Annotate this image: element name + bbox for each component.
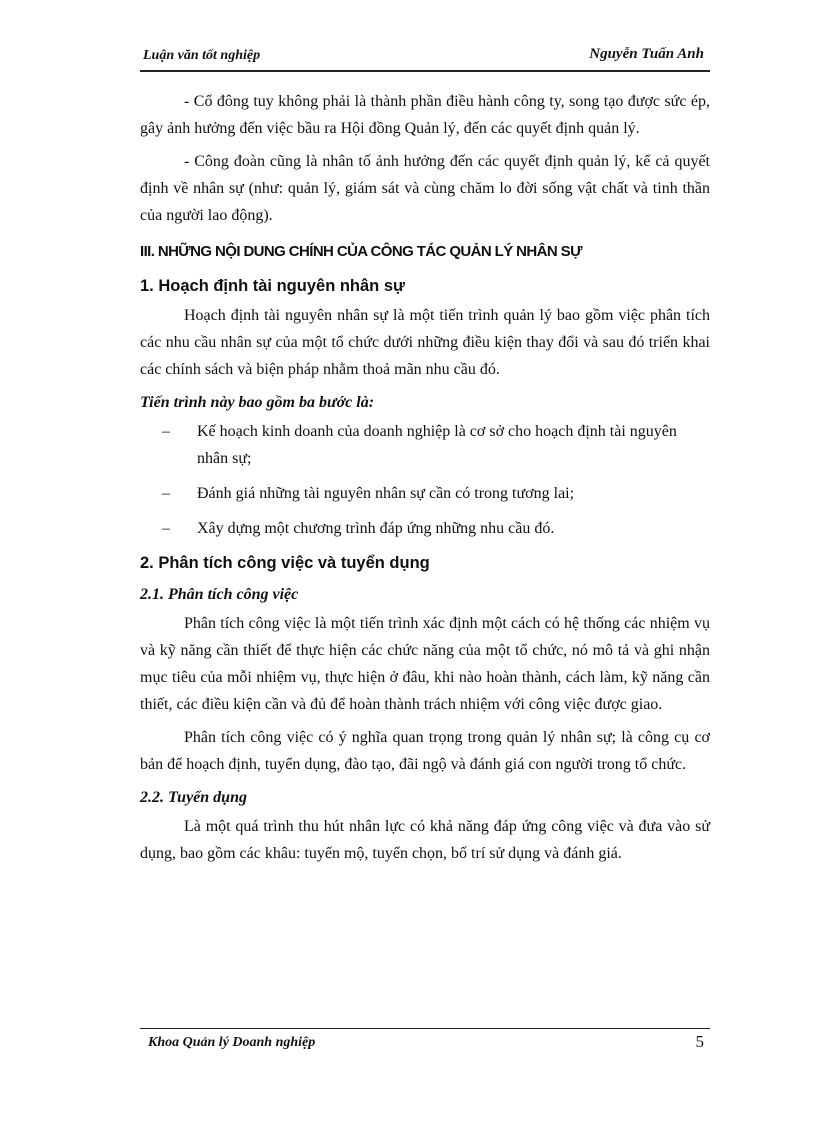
page-header — [140, 44, 710, 72]
paragraph-trade-union: - Công đoàn cũng là nhân tố ảnh hưởng đến các quyết định quản lý, kể cả quyết định về nhân sự (như: quản lý, giám sát và cùng chăm lo đời sống vật chất và tinh thần của người lao động). — [140, 153, 710, 224]
list-item — [140, 480, 710, 507]
paragraph-hr-planning: Hoạch định tài nguyên nhân sự là một tiến trình quản lý bao gồm việc phân tích các nhu cầu nhân sự của một tổ chức dưới những điều kiện thay đổi và sau đó triển khai các chính sách và biện pháp nhằm thoả mãn nhu cầu đó. — [140, 307, 710, 378]
heading-hr-planning: 1. Hoạch định tài nguyên nhân sự — [140, 277, 405, 295]
list-item — [140, 515, 710, 542]
subheading-job-analysis: 2.1. Phân tích công việc — [140, 586, 299, 603]
list-item-text: Xây dựng một chương trình đáp ứng những nhu cầu đó. — [197, 520, 555, 537]
header-author-name: Nguyễn Tuấn Anh — [589, 46, 704, 62]
list-item-text: Đánh giá những tài nguyên nhân sự cần có trong tương lai; — [197, 485, 575, 502]
steps-title: Tiến trình này bao gồm ba bước là: — [140, 394, 375, 411]
list-item-text: Kế hoạch kinh doanh của doanh nghiệp là cơ sở cho hoạch định tài nguyên nhân sự; — [197, 423, 677, 467]
heading-job-analysis-recruitment: 2. Phân tích công việc và tuyển dụng — [140, 554, 430, 572]
steps-list — [140, 418, 710, 542]
paragraph-shareholders: - Cổ đông tuy không phải là thành phần điều hành công ty, song tạo được sức ép, gây ảnh hưởng đến việc bầu ra Hội đồng Quản lý, đến các quyết định quản lý. — [140, 93, 710, 137]
dash-bullet: – — [162, 520, 170, 537]
dash-bullet: – — [162, 485, 170, 502]
subheading-recruitment: 2.2. Tuyển dụng — [140, 789, 247, 806]
page-footer — [140, 1028, 710, 1059]
page-body — [140, 88, 710, 873]
paragraph-job-analysis-importance: Phân tích công việc có ý nghĩa quan trọng trong quản lý nhân sự; là công cụ cơ bản để hoạch định, tuyển dụng, đào tạo, đãi ngộ và đánh giá con người trong tổ chức. — [140, 729, 710, 773]
list-item — [140, 418, 710, 472]
paragraph-job-analysis: Phân tích công việc là một tiến trình xác định một cách có hệ thống các nhiệm vụ và kỹ năng cần thiết để thực hiện các chức năng của một tổ chức, nó mô tả và ghi nhận mục tiêu của mỗi nhiệm vụ, thực hiện ở đâu, khi nào hoàn thành, cách làm, kỹ năng cần thiết, các điều kiện cần và đủ để hoàn thành trách nhiệm với công việc được giao. — [140, 615, 710, 713]
dash-bullet: – — [162, 423, 170, 440]
section-heading: III. NHỮNG NỘI DUNG CHÍNH CỦA CÔNG TÁC QUẢN LÝ NHÂN SỰ — [140, 243, 582, 260]
header-thesis-label: Luận văn tốt nghiệp — [143, 48, 261, 63]
footer-faculty: Khoa Quản lý Doanh nghiệp — [148, 1035, 316, 1050]
paragraph-recruitment: Là một quá trình thu hút nhân lực có khả năng đáp ứng công việc và đưa vào sử dụng, bao gồm các khâu: tuyển mộ, tuyển chọn, bố trí sử dụng và đánh giá. — [140, 818, 710, 862]
page-number: 5 — [695, 1032, 704, 1051]
